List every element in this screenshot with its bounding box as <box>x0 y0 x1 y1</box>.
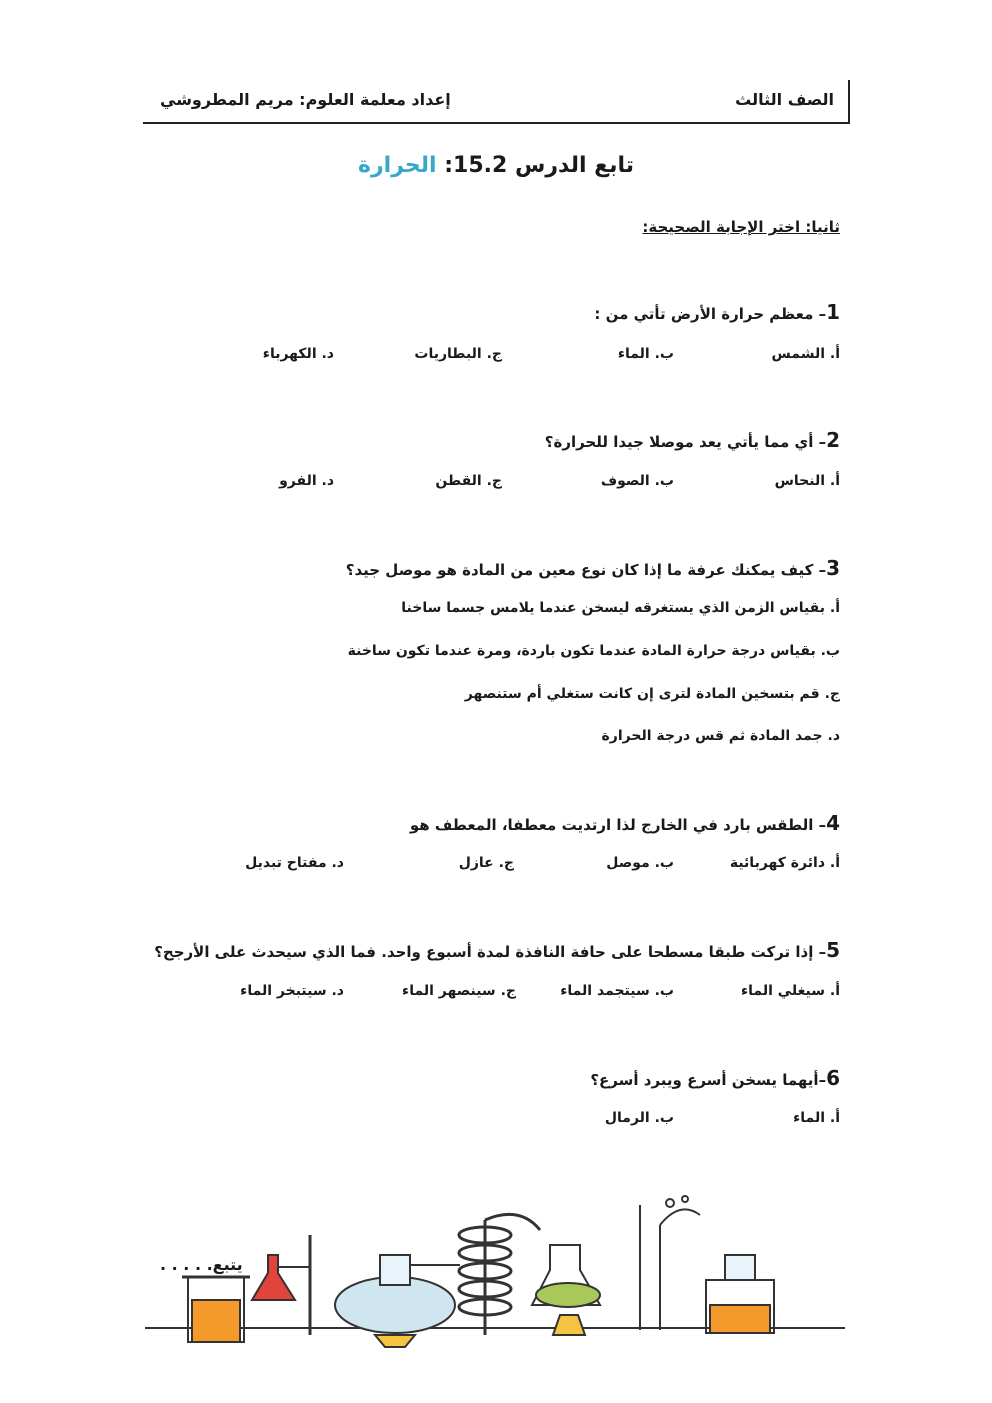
option-d[interactable]: د. جمد المادة ثم قس درجة الحرارة <box>601 728 840 744</box>
option-b[interactable]: ب. موصل <box>606 855 674 871</box>
right-beaker-icon <box>706 1255 774 1333</box>
question-number: 5 <box>826 938 840 962</box>
lab-equipment-illustration <box>140 1195 850 1355</box>
grade-label: الصف الثالث <box>735 90 834 109</box>
option-c[interactable]: ج. البطاريات <box>414 346 502 362</box>
lesson-topic: الحرارة <box>358 153 437 178</box>
title-prefix: تابع الدرس <box>507 153 634 178</box>
option-c[interactable]: ج. سينصهر الماء <box>402 983 516 999</box>
question-number: 2 <box>826 428 840 452</box>
option-b[interactable]: ب. سيتجمد الماء <box>560 983 674 999</box>
option-a[interactable]: أ. الماء <box>793 1110 840 1126</box>
continues-label: يتبع. . . . . <box>160 1255 243 1274</box>
round-flask-icon <box>335 1255 460 1347</box>
option-d[interactable]: د. سيتبخر الماء <box>240 983 344 999</box>
teacher-label: إعداد معلمة العلوم: مريم المطروشي <box>160 90 451 109</box>
option-c[interactable]: ج. قم بتسخين المادة لترى إن كانت ستغلي أم ستنصهر <box>464 686 840 702</box>
option-a[interactable]: أ. سيغلي الماء <box>741 983 840 999</box>
question-number: 1 <box>826 300 840 324</box>
option-b[interactable]: ب. الصوف <box>600 473 674 489</box>
question-2 <box>545 428 840 452</box>
question-5 <box>154 938 840 962</box>
red-flask-icon <box>252 1235 310 1335</box>
question-text: – الطقس بارد في الخارج لذا ارتديت معطفا، المعطف هو <box>409 816 827 834</box>
option-c[interactable]: ج. عازل <box>458 855 514 871</box>
question-number: 4 <box>826 811 840 835</box>
option-c[interactable]: ج. القطن <box>435 473 502 489</box>
option-a[interactable]: أ. دائرة كهربائية <box>729 855 840 871</box>
option-d[interactable]: د. مفتاح تبديل <box>245 855 344 871</box>
title-colon: : <box>436 153 454 178</box>
lesson-number: 15.2 <box>453 153 508 178</box>
option-b[interactable]: ب. الماء <box>617 346 674 362</box>
question-text: –أيهما يسخن أسرع ويبرد أسرع؟ <box>590 1071 827 1089</box>
question-text: – أي مما يأتي يعد موصلا جيدا للحرارة؟ <box>544 433 827 451</box>
question-6 <box>590 1066 840 1090</box>
coil-condenser-icon <box>459 1214 540 1335</box>
option-d[interactable]: د. الكهرباء <box>262 346 334 362</box>
question-number: 6 <box>826 1066 840 1090</box>
left-beaker-icon <box>182 1277 250 1342</box>
option-d[interactable]: د. الفرو <box>279 473 334 489</box>
option-a[interactable]: أ. بقياس الزمن الذي يستغرقه ليسخن عندما يلامس جسما ساخنا <box>401 600 840 616</box>
distillation-tube-icon <box>640 1196 700 1330</box>
question-text: – كيف يمكنك عرفة ما إذا كان نوع معين من المادة هو موصل جيد؟ <box>345 561 827 579</box>
option-b[interactable]: ب. الرمال <box>604 1110 674 1126</box>
option-a[interactable]: أ. الشمس <box>771 346 840 362</box>
question-4 <box>410 811 840 835</box>
question-number: 3 <box>826 556 840 580</box>
green-flask-icon <box>532 1245 600 1335</box>
option-a[interactable]: أ. النحاس <box>774 473 840 489</box>
question-text: – إذا تركت طبقا مسطحا على حافة النافذة لمدة أسبوع واحد. فما الذي سيحدث على الأرجح؟ <box>154 943 827 961</box>
option-b[interactable]: ب. بقياس درجة حرارة المادة عندما تكون باردة، ومرة عندما تكون ساخنة <box>347 643 840 659</box>
question-3 <box>346 556 840 580</box>
section-label: ثانيا: اختر الإجابة الصحيحة: <box>642 218 840 236</box>
question-text: – معظم حرارة الأرض تأتي من : <box>594 305 827 323</box>
question-1 <box>594 300 840 324</box>
page-title <box>0 153 992 178</box>
